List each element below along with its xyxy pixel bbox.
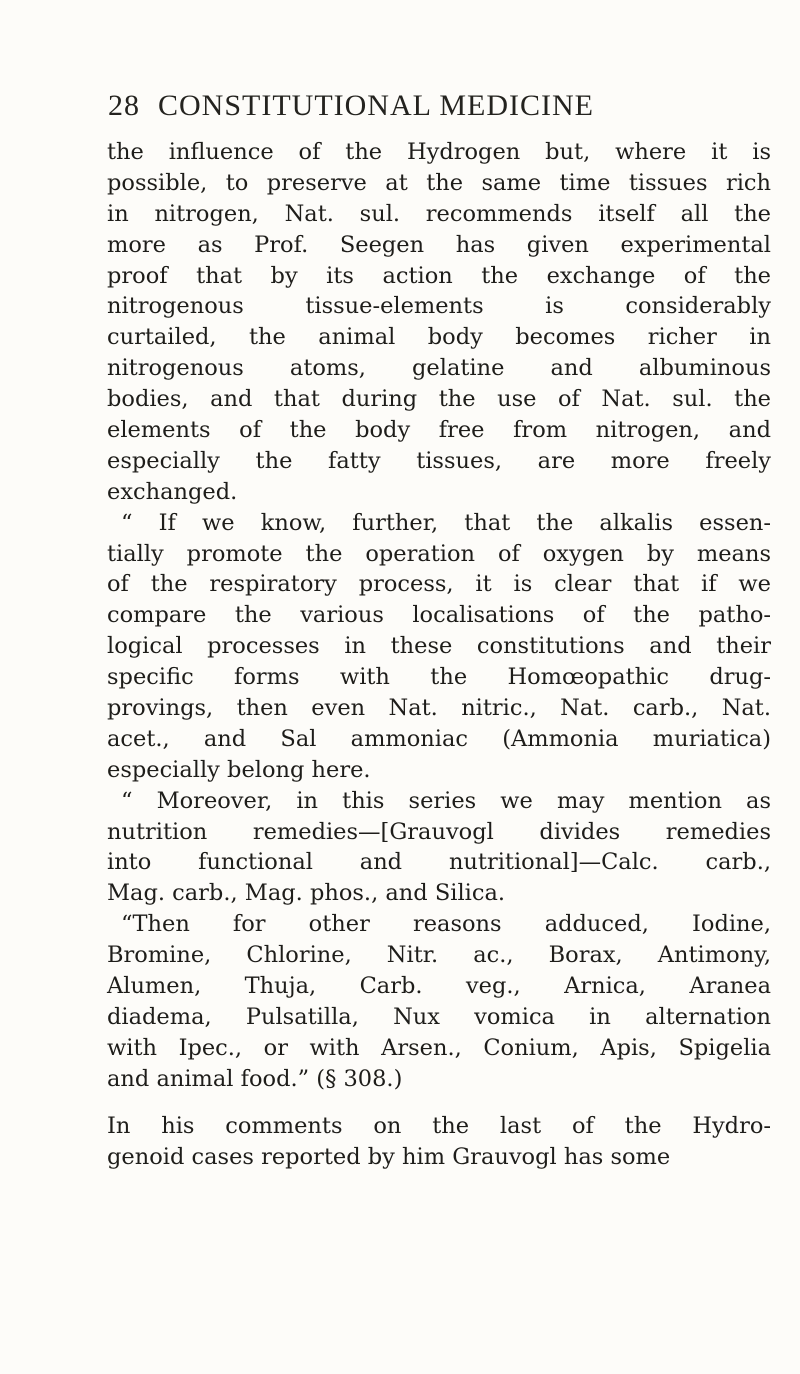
text-line: exchanged. (107, 478, 238, 505)
body-text (107, 137, 771, 1172)
text-line: of the respiratory process, it is clear that if we (107, 571, 771, 598)
text-line: “Then for other reasons adduced, Iodine, (121, 911, 771, 938)
text-line: more as Prof. Seegen has given experimental (107, 231, 771, 258)
text-line: in nitrogen, Nat. sul. recommends itself all the (107, 200, 771, 227)
paragraph-3 (107, 786, 771, 910)
text-line: specific forms with the Homœopathic drug- (107, 664, 771, 691)
text-line: curtailed, the animal body becomes richer in (107, 324, 771, 351)
text-line: elements of the body free from nitrogen, and (107, 417, 771, 444)
text-line: into functional and nutritional]—Calc. carb., (107, 849, 771, 876)
text-line: “ Moreover, in this series we may mention as (121, 787, 771, 814)
text-line: Bromine, Chlorine, Nitr. ac., Borax, Antimony, (107, 942, 771, 969)
text-line: especially the fatty tissues, are more freely (107, 447, 771, 474)
text-line: possible, to preserve at the same time tissues rich (107, 169, 771, 196)
text-line: and animal food.” (§ 308.) (107, 1065, 403, 1092)
paragraph-2 (107, 508, 771, 786)
text-line: with Ipec., or with Arsen., Conium, Apis, Spigelia (107, 1034, 771, 1061)
text-line: bodies, and that during the use of Nat. sul. the (107, 386, 771, 413)
text-line: especially belong here. (107, 756, 371, 783)
text-line: nitrogenous atoms, gelatine and albuminous (107, 355, 771, 382)
text-line: the influence of the Hydrogen but, where it is (107, 139, 771, 165)
text-line: diadema, Pulsatilla, Nux vomica in alternation (107, 1003, 771, 1030)
text-line: compare the various localisations of the patho- (107, 602, 771, 629)
paragraph-5 (107, 1111, 771, 1173)
text-line: Alumen, Thuja, Carb. veg., Arnica, Aranea (107, 973, 771, 1000)
text-line: logical processes in these constitutions and their (107, 633, 771, 660)
paragraph-4 (107, 909, 771, 1094)
paragraph-gap (107, 1095, 771, 1111)
text-line: “ If we know, further, that the alkalis essen- (121, 509, 771, 536)
text-line: In his comments on the last of the Hydro- (107, 1112, 771, 1139)
text-line: provings, then even Nat. nitric., Nat. carb., Nat. (107, 695, 771, 722)
text-line: acet., and Sal ammoniac (Ammonia muriatica) (107, 725, 771, 752)
running-title: CONSTITUTIONAL MEDICINE (158, 89, 594, 122)
page-number: 28 (108, 89, 140, 122)
text-line: genoid cases reported by him Grauvogl has some (107, 1143, 671, 1170)
text-line: nitrogenous tissue-elements is considerably (107, 293, 771, 320)
text-line: proof that by its action the exchange of the (107, 262, 771, 289)
text-line: tially promote the operation of oxygen by means (107, 540, 771, 567)
text-line: Mag. carb., Mag. phos., and Silica. (107, 880, 506, 907)
paragraph-1 (107, 137, 771, 508)
text-line: nutrition remedies—[Grauvogl divides remedies (107, 818, 771, 845)
running-head (108, 89, 708, 129)
